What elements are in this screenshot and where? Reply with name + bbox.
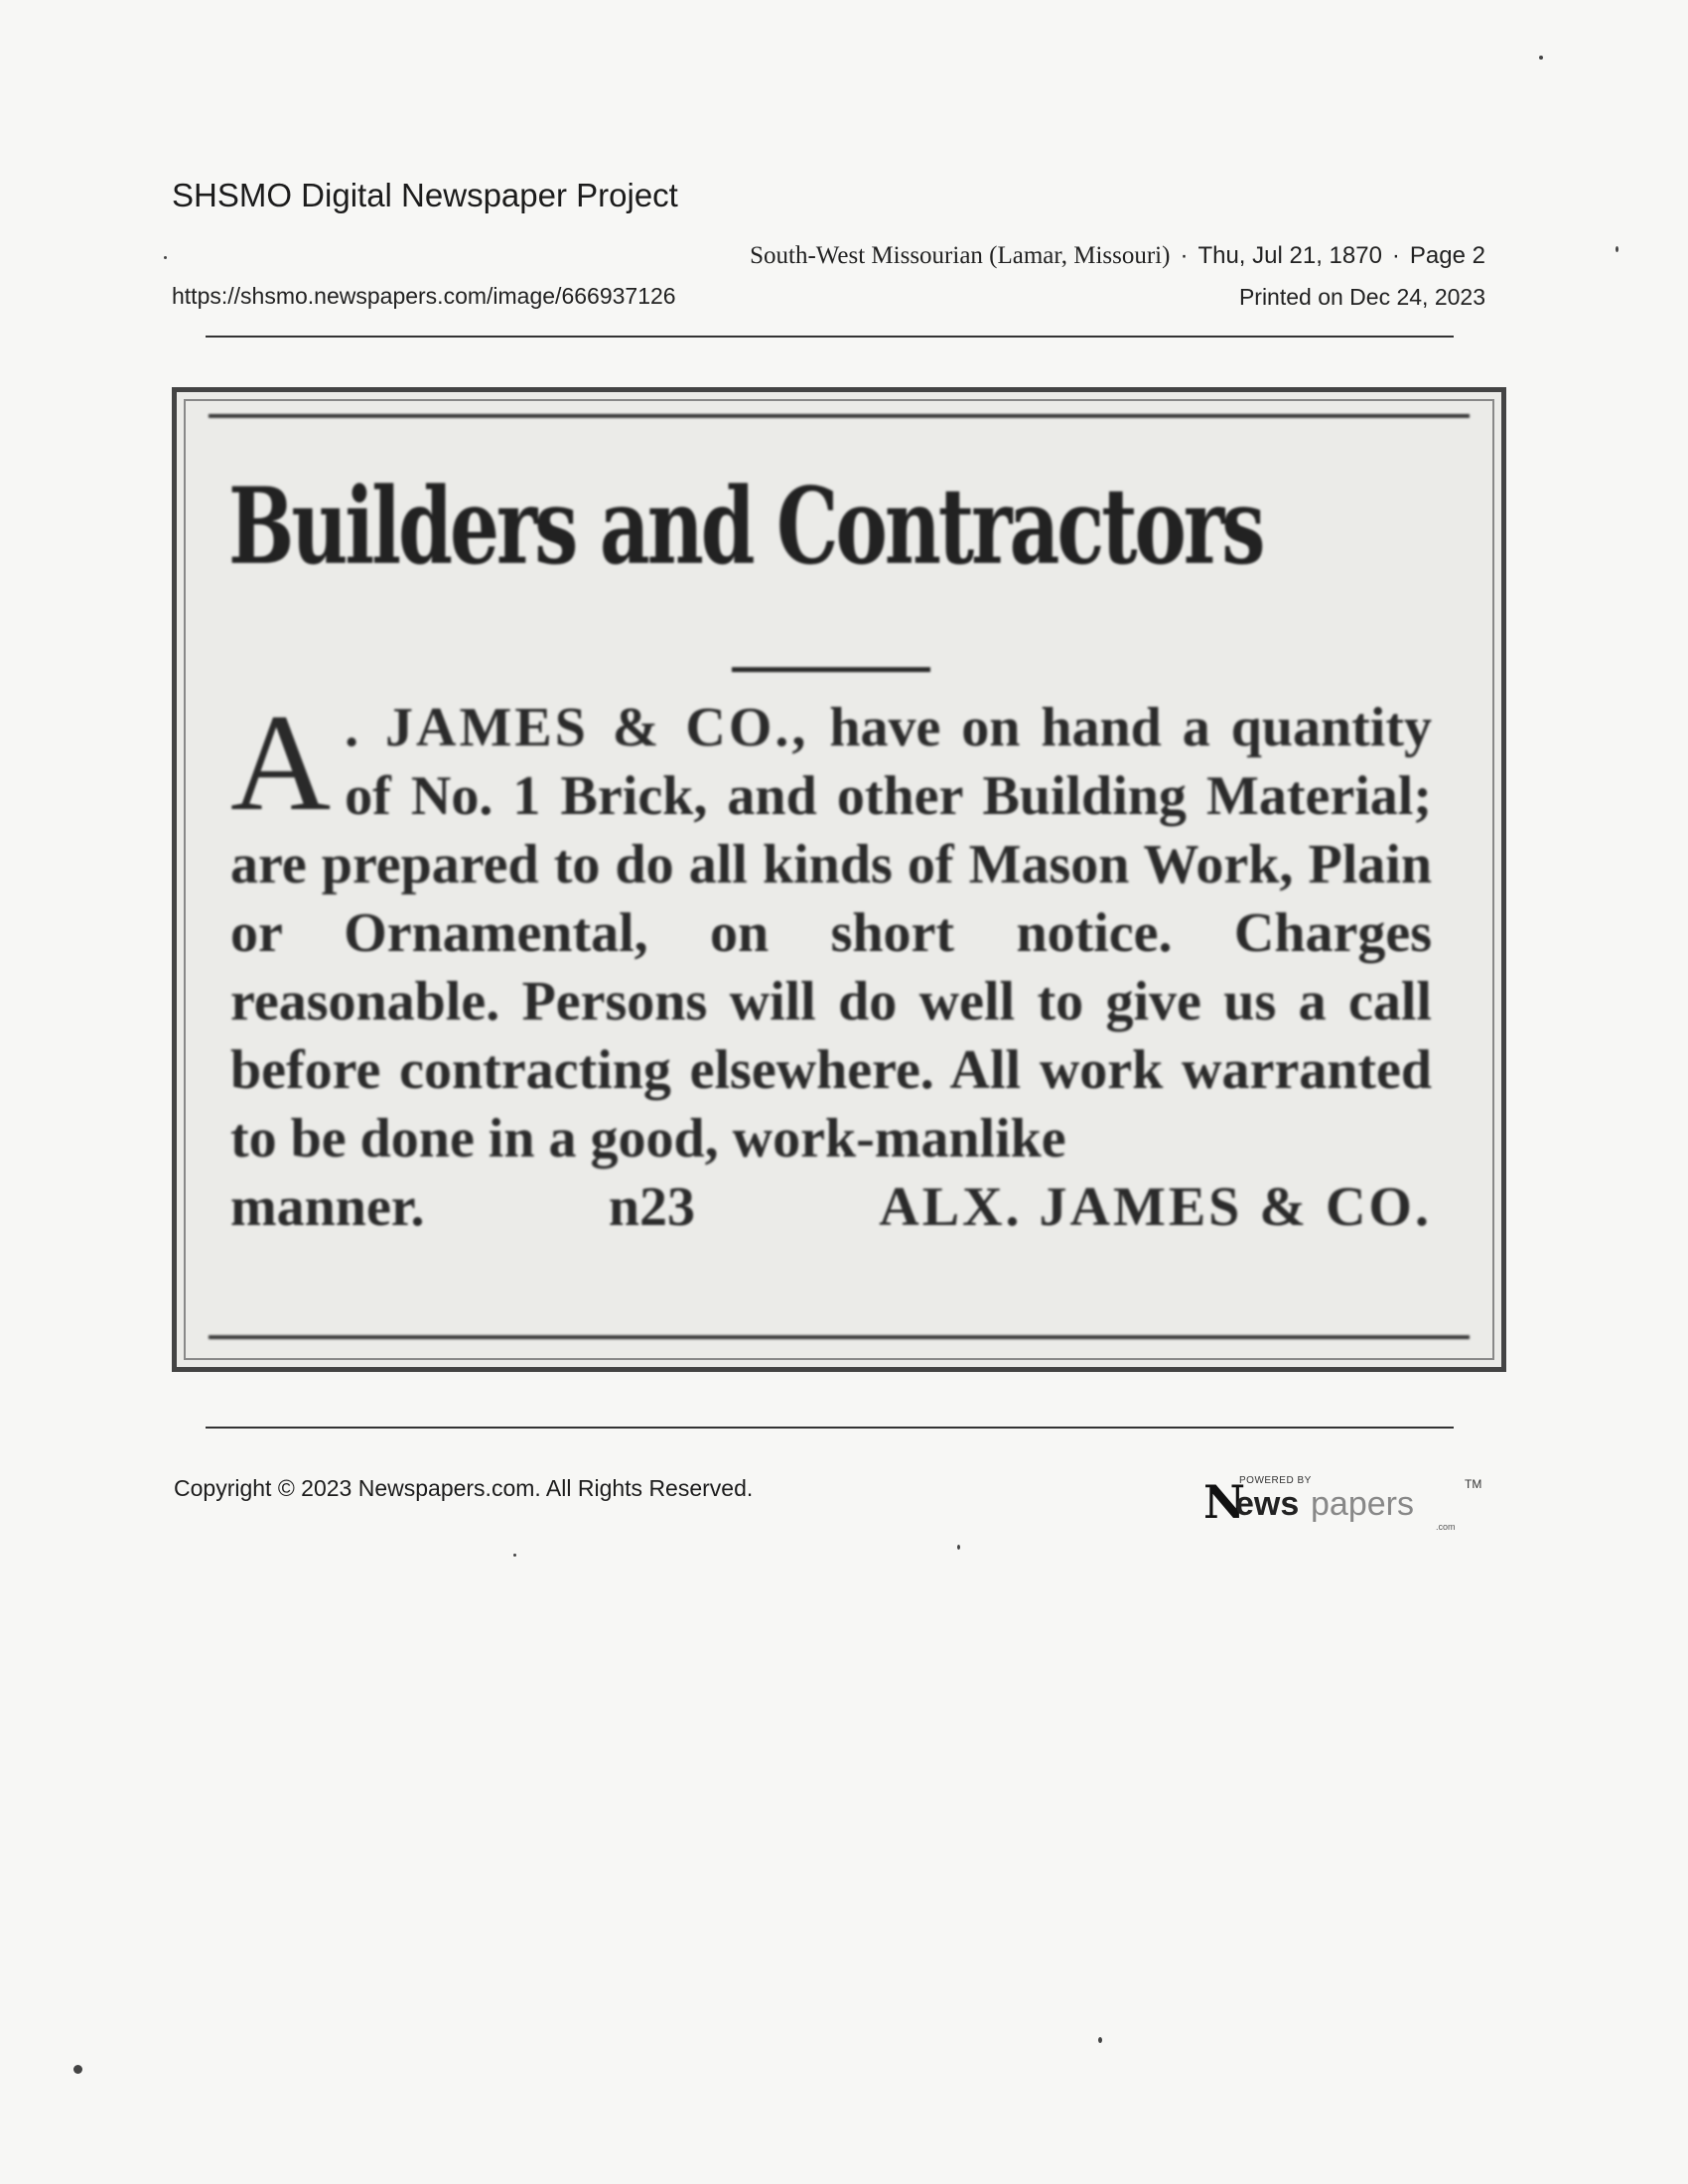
logo-n: N	[1203, 1475, 1246, 1529]
source-line	[750, 242, 1485, 270]
issue-code: n23	[608, 1176, 695, 1238]
logo-com: .com	[1436, 1522, 1456, 1532]
newspapers-logo[interactable]	[1203, 1473, 1491, 1533]
newspaper-clipping	[172, 387, 1506, 1372]
bottom-divider	[206, 1427, 1454, 1429]
separator: ·	[1391, 242, 1400, 269]
top-divider	[206, 336, 1454, 338]
firm-name: . JAMES & CO.,	[345, 697, 809, 758]
scan-speck	[1539, 56, 1543, 60]
scan-speck	[957, 1545, 960, 1550]
heading-underline	[732, 667, 930, 672]
signature: ALX. JAMES & CO.	[879, 1176, 1432, 1238]
scan-speck	[164, 256, 167, 259]
signature-line	[230, 1173, 1432, 1242]
logo-tm: TM	[1465, 1477, 1482, 1491]
drop-cap: A	[230, 686, 332, 840]
project-title: SHSMO Digital Newspaper Project	[172, 177, 678, 213]
clipping-top-rule	[209, 414, 1470, 418]
clipping-bottom-rule	[209, 1335, 1470, 1339]
image-url[interactable]: https://shsmo.newspapers.com/image/666937126	[172, 283, 676, 309]
publication-name: South-West Missourian (Lamar, Missouri)	[750, 242, 1171, 269]
publication-date: Thu, Jul 21, 1870	[1197, 242, 1382, 269]
clipping-heading: Builders and Contractors	[228, 464, 1263, 588]
scan-speck	[1616, 246, 1618, 252]
logo-powered-by: POWERED BY	[1239, 1475, 1312, 1486]
copyright-notice: Copyright © 2023 Newspapers.com. All Rights Reserved.	[174, 1475, 754, 1501]
scan-speck	[513, 1554, 516, 1557]
printed-date: Printed on Dec 24, 2023	[1238, 284, 1485, 310]
clipping-content	[199, 404, 1479, 1355]
logo-ews: ews	[1235, 1485, 1300, 1523]
closing-word: manner.	[230, 1176, 425, 1238]
scan-speck	[1098, 2037, 1102, 2043]
body-text: have on hand a quantity of No. 1 Brick, and other Building Material; are prepared to do all kinds of Mason Work, Plain or Ornamental, on short notice. Charges reasonable. Persons will do well to give us a call before contracting elsewhere. All work warranted to be done in a good, work-manlike	[230, 697, 1432, 1169]
logo-papers: papers	[1311, 1485, 1414, 1523]
separator: ·	[1180, 242, 1189, 269]
page-number: Page 2	[1409, 242, 1485, 269]
scan-speck	[73, 2065, 82, 2074]
clipping-body	[230, 686, 1432, 1242]
